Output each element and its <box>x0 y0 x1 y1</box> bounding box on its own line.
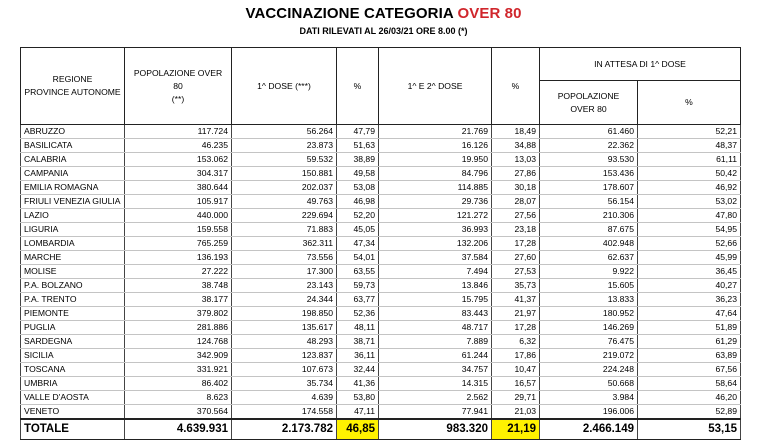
total-pct-both: 21,19 <box>492 419 540 439</box>
cell-waiting-population: 146.269 <box>540 321 638 335</box>
header-both-doses: 1^ E 2^ DOSE <box>379 48 492 125</box>
cell-waiting-pct: 52,66 <box>638 237 741 251</box>
cell-both-doses: 7.494 <box>379 265 492 279</box>
cell-waiting-population: 219.072 <box>540 349 638 363</box>
cell-pct-both: 30,18 <box>492 181 540 195</box>
cell-region-name: VENETO <box>21 405 125 420</box>
cell-waiting-pct: 36,45 <box>638 265 741 279</box>
cell-first-dose: 73.556 <box>232 251 337 265</box>
cell-pct-first: 45,05 <box>337 223 379 237</box>
cell-pct-both: 27,86 <box>492 167 540 181</box>
cell-first-dose: 123.837 <box>232 349 337 363</box>
cell-both-doses: 84.796 <box>379 167 492 181</box>
cell-both-doses: 15.795 <box>379 293 492 307</box>
cell-waiting-population: 178.607 <box>540 181 638 195</box>
cell-region-name: SARDEGNA <box>21 335 125 349</box>
cell-waiting-pct: 36,23 <box>638 293 741 307</box>
cell-pct-both: 27,60 <box>492 251 540 265</box>
cell-pct-both: 16,57 <box>492 377 540 391</box>
cell-first-dose: 229.694 <box>232 209 337 223</box>
cell-pct-first: 47,34 <box>337 237 379 251</box>
cell-pct-first: 46,98 <box>337 195 379 209</box>
cell-waiting-population: 210.306 <box>540 209 638 223</box>
cell-population: 38.748 <box>125 279 232 293</box>
cell-population: 8.623 <box>125 391 232 405</box>
cell-pct-first: 63,77 <box>337 293 379 307</box>
cell-pct-first: 32,44 <box>337 363 379 377</box>
cell-first-dose: 4.639 <box>232 391 337 405</box>
cell-waiting-population: 196.006 <box>540 405 638 420</box>
cell-first-dose: 135.617 <box>232 321 337 335</box>
cell-pct-first: 54,01 <box>337 251 379 265</box>
cell-both-doses: 121.272 <box>379 209 492 223</box>
cell-first-dose: 49.763 <box>232 195 337 209</box>
cell-waiting-pct: 47,80 <box>638 209 741 223</box>
table-row <box>21 321 741 335</box>
cell-population: 86.402 <box>125 377 232 391</box>
table-row <box>21 195 741 209</box>
table-row <box>21 181 741 195</box>
cell-region-name: P.A. BOLZANO <box>21 279 125 293</box>
cell-population: 440.000 <box>125 209 232 223</box>
table-row <box>21 167 741 181</box>
cell-waiting-population: 22.362 <box>540 139 638 153</box>
cell-pct-first: 36,11 <box>337 349 379 363</box>
cell-population: 379.802 <box>125 307 232 321</box>
cell-population: 380.644 <box>125 181 232 195</box>
cell-pct-first: 38,71 <box>337 335 379 349</box>
cell-pct-both: 10,47 <box>492 363 540 377</box>
cell-pct-both: 6,32 <box>492 335 540 349</box>
cell-pct-first: 63,55 <box>337 265 379 279</box>
cell-population: 136.193 <box>125 251 232 265</box>
cell-waiting-pct: 51,89 <box>638 321 741 335</box>
cell-pct-both: 17,28 <box>492 321 540 335</box>
page-title <box>0 5 767 22</box>
cell-both-doses: 37.584 <box>379 251 492 265</box>
cell-first-dose: 24.344 <box>232 293 337 307</box>
cell-first-dose: 23.873 <box>232 139 337 153</box>
cell-pct-first: 53,08 <box>337 181 379 195</box>
cell-region-name: MARCHE <box>21 251 125 265</box>
table-row <box>21 209 741 223</box>
table-body <box>21 125 741 420</box>
cell-pct-both: 35,73 <box>492 279 540 293</box>
cell-waiting-population: 224.248 <box>540 363 638 377</box>
table-row <box>21 125 741 139</box>
cell-region-name: VALLE D'AOSTA <box>21 391 125 405</box>
cell-population: 46.235 <box>125 139 232 153</box>
cell-pct-both: 34,88 <box>492 139 540 153</box>
cell-both-doses: 34.757 <box>379 363 492 377</box>
cell-waiting-population: 61.460 <box>540 125 638 139</box>
table-header <box>21 48 741 125</box>
table-footer <box>21 419 741 439</box>
cell-region-name: PIEMONTE <box>21 307 125 321</box>
cell-both-doses: 2.562 <box>379 391 492 405</box>
cell-waiting-pct: 53,02 <box>638 195 741 209</box>
title-highlight: OVER 80 <box>457 5 522 22</box>
cell-both-doses: 83.443 <box>379 307 492 321</box>
cell-waiting-pct: 45,99 <box>638 251 741 265</box>
table-row <box>21 349 741 363</box>
cell-population: 27.222 <box>125 265 232 279</box>
cell-waiting-population: 56.154 <box>540 195 638 209</box>
cell-pct-both: 29,71 <box>492 391 540 405</box>
cell-region-name: UMBRIA <box>21 377 125 391</box>
cell-waiting-pct: 58,64 <box>638 377 741 391</box>
cell-pct-both: 41,37 <box>492 293 540 307</box>
cell-waiting-pct: 61,29 <box>638 335 741 349</box>
cell-region-name: CAMPANIA <box>21 167 125 181</box>
cell-region-name: ABRUZZO <box>21 125 125 139</box>
cell-waiting-pct: 63,89 <box>638 349 741 363</box>
cell-waiting-population: 76.475 <box>540 335 638 349</box>
cell-waiting-population: 87.675 <box>540 223 638 237</box>
cell-waiting-pct: 50,42 <box>638 167 741 181</box>
cell-population: 105.917 <box>125 195 232 209</box>
cell-both-doses: 13.846 <box>379 279 492 293</box>
cell-both-doses: 21.769 <box>379 125 492 139</box>
cell-first-dose: 35.734 <box>232 377 337 391</box>
cell-region-name: TOSCANA <box>21 363 125 377</box>
table-row <box>21 153 741 167</box>
header-waiting-group: IN ATTESA DI 1^ DOSE <box>540 48 741 81</box>
cell-waiting-pct: 46,20 <box>638 391 741 405</box>
cell-both-doses: 29.736 <box>379 195 492 209</box>
cell-first-dose: 71.883 <box>232 223 337 237</box>
total-pct-first: 46,85 <box>337 419 379 439</box>
cell-both-doses: 7.889 <box>379 335 492 349</box>
cell-pct-first: 38,89 <box>337 153 379 167</box>
cell-region-name: P.A. TRENTO <box>21 293 125 307</box>
cell-waiting-pct: 46,92 <box>638 181 741 195</box>
cell-region-name: SICILIA <box>21 349 125 363</box>
table-row <box>21 335 741 349</box>
cell-waiting-population: 3.984 <box>540 391 638 405</box>
cell-waiting-pct: 54,95 <box>638 223 741 237</box>
cell-pct-both: 17,28 <box>492 237 540 251</box>
cell-pct-both: 21,97 <box>492 307 540 321</box>
cell-pct-first: 59,73 <box>337 279 379 293</box>
cell-population: 281.886 <box>125 321 232 335</box>
cell-population: 124.768 <box>125 335 232 349</box>
cell-waiting-population: 180.952 <box>540 307 638 321</box>
table-row <box>21 391 741 405</box>
cell-pct-first: 47,79 <box>337 125 379 139</box>
header-region <box>21 48 125 125</box>
cell-population: 331.921 <box>125 363 232 377</box>
cell-waiting-population: 62.637 <box>540 251 638 265</box>
cell-pct-both: 27,56 <box>492 209 540 223</box>
table-row <box>21 237 741 251</box>
total-both-doses: 983.320 <box>379 419 492 439</box>
cell-first-dose: 150.881 <box>232 167 337 181</box>
cell-pct-both: 23,18 <box>492 223 540 237</box>
cell-population: 159.558 <box>125 223 232 237</box>
cell-first-dose: 202.037 <box>232 181 337 195</box>
cell-waiting-pct: 52,89 <box>638 405 741 420</box>
header-waiting-pct: % <box>638 81 741 125</box>
vaccination-table <box>20 47 741 440</box>
cell-first-dose: 107.673 <box>232 363 337 377</box>
cell-population: 153.062 <box>125 153 232 167</box>
cell-region-name: LOMBARDIA <box>21 237 125 251</box>
cell-both-doses: 36.993 <box>379 223 492 237</box>
cell-waiting-pct: 48,37 <box>638 139 741 153</box>
cell-waiting-pct: 61,11 <box>638 153 741 167</box>
header-pct-both: % <box>492 48 540 125</box>
cell-both-doses: 77.941 <box>379 405 492 420</box>
cell-waiting-pct: 67,56 <box>638 363 741 377</box>
cell-first-dose: 198.850 <box>232 307 337 321</box>
table-row <box>21 363 741 377</box>
header-waiting-population-text: POPOLAZIONE OVER 80 <box>557 90 620 114</box>
cell-population: 304.317 <box>125 167 232 181</box>
cell-first-dose: 174.558 <box>232 405 337 420</box>
header-region-text: REGIONE PROVINCE AUTONOME <box>24 74 121 97</box>
cell-population: 342.909 <box>125 349 232 363</box>
cell-waiting-population: 13.833 <box>540 293 638 307</box>
total-waiting-population: 2.466.149 <box>540 419 638 439</box>
table-row <box>21 293 741 307</box>
cell-pct-first: 52,36 <box>337 307 379 321</box>
cell-both-doses: 132.206 <box>379 237 492 251</box>
cell-waiting-population: 50.668 <box>540 377 638 391</box>
header-waiting-population <box>540 81 638 125</box>
cell-pct-both: 18,49 <box>492 125 540 139</box>
header-first-dose: 1^ DOSE (***) <box>232 48 337 125</box>
cell-region-name: BASILICATA <box>21 139 125 153</box>
cell-region-name: PUGLIA <box>21 321 125 335</box>
totals-row <box>21 419 741 439</box>
cell-region-name: LAZIO <box>21 209 125 223</box>
cell-pct-first: 49,58 <box>337 167 379 181</box>
cell-region-name: LIGURIA <box>21 223 125 237</box>
cell-first-dose: 362.311 <box>232 237 337 251</box>
cell-waiting-population: 402.948 <box>540 237 638 251</box>
cell-region-name: FRIULI VENEZIA GIULIA <box>21 195 125 209</box>
cell-region-name: MOLISE <box>21 265 125 279</box>
cell-first-dose: 17.300 <box>232 265 337 279</box>
cell-pct-first: 51,63 <box>337 139 379 153</box>
cell-region-name: EMILIA ROMAGNA <box>21 181 125 195</box>
cell-waiting-population: 153.436 <box>540 167 638 181</box>
table-row <box>21 377 741 391</box>
cell-waiting-population: 9.922 <box>540 265 638 279</box>
cell-pct-both: 17,86 <box>492 349 540 363</box>
cell-waiting-pct: 40,27 <box>638 279 741 293</box>
cell-region-name: CALABRIA <box>21 153 125 167</box>
cell-waiting-pct: 52,21 <box>638 125 741 139</box>
table-row <box>21 279 741 293</box>
cell-both-doses: 61.244 <box>379 349 492 363</box>
total-label: TOTALE <box>21 419 125 439</box>
total-first-dose: 2.173.782 <box>232 419 337 439</box>
cell-first-dose: 59.532 <box>232 153 337 167</box>
cell-waiting-population: 93.530 <box>540 153 638 167</box>
cell-both-doses: 114.885 <box>379 181 492 195</box>
cell-pct-first: 41,36 <box>337 377 379 391</box>
cell-pct-both: 13,03 <box>492 153 540 167</box>
table-row <box>21 307 741 321</box>
cell-first-dose: 48.293 <box>232 335 337 349</box>
total-population: 4.639.931 <box>125 419 232 439</box>
total-waiting-pct: 53,15 <box>638 419 741 439</box>
cell-waiting-pct: 47,64 <box>638 307 741 321</box>
cell-pct-first: 52,20 <box>337 209 379 223</box>
cell-both-doses: 19.950 <box>379 153 492 167</box>
cell-both-doses: 14.315 <box>379 377 492 391</box>
cell-pct-both: 21,03 <box>492 405 540 420</box>
cell-waiting-population: 15.605 <box>540 279 638 293</box>
page-subtitle: DATI RILEVATI AL 26/03/21 ORE 8.00 (*) <box>299 26 468 36</box>
cell-pct-first: 47,11 <box>337 405 379 420</box>
title-prefix: VACCINAZIONE CATEGORIA <box>245 5 458 22</box>
header-population-text: POPOLAZIONE OVER 80 (**) <box>133 67 223 104</box>
cell-pct-first: 48,11 <box>337 321 379 335</box>
cell-first-dose: 56.264 <box>232 125 337 139</box>
cell-population: 38.177 <box>125 293 232 307</box>
cell-pct-both: 28,07 <box>492 195 540 209</box>
table-row <box>21 251 741 265</box>
cell-pct-both: 27,53 <box>492 265 540 279</box>
cell-both-doses: 48.717 <box>379 321 492 335</box>
table-row <box>21 265 741 279</box>
cell-population: 370.564 <box>125 405 232 420</box>
cell-pct-first: 53,80 <box>337 391 379 405</box>
table-row <box>21 223 741 237</box>
cell-first-dose: 23.143 <box>232 279 337 293</box>
cell-population: 117.724 <box>125 125 232 139</box>
table-row <box>21 139 741 153</box>
table-row <box>21 405 741 420</box>
header-population <box>125 48 232 125</box>
cell-population: 765.259 <box>125 237 232 251</box>
header-pct-first: % <box>337 48 379 125</box>
cell-both-doses: 16.126 <box>379 139 492 153</box>
